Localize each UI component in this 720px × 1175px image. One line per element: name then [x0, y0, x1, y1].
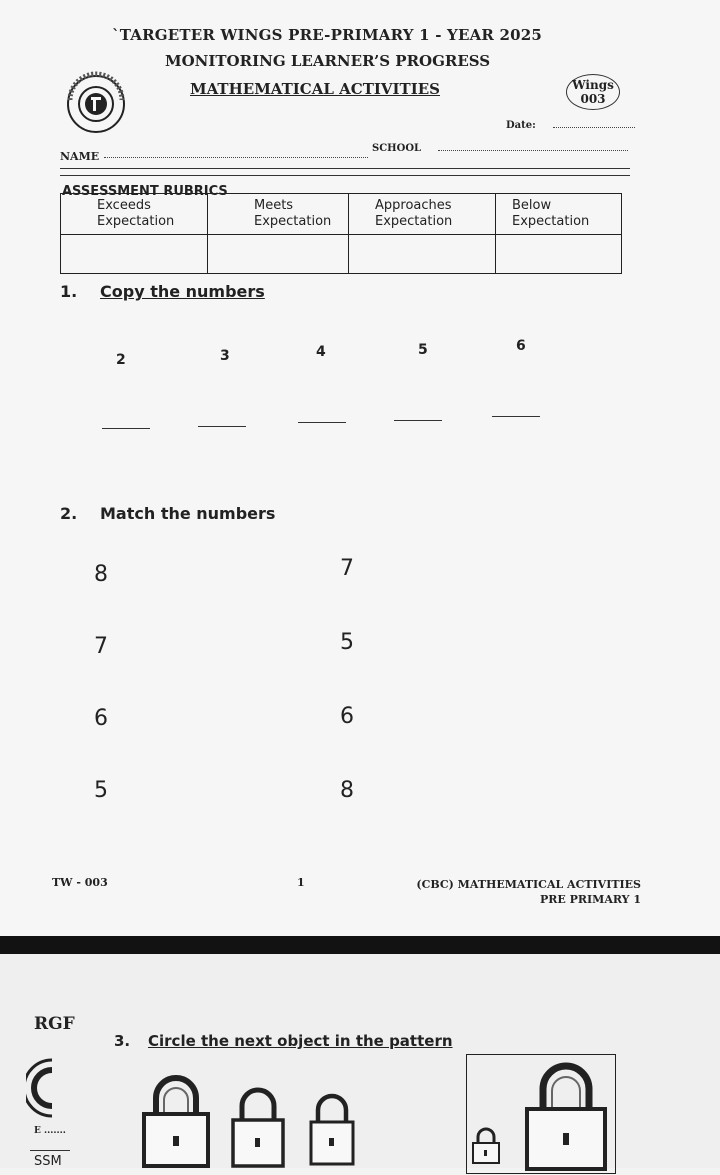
rubric-title: ASSESSMENT RUBRICS: [62, 184, 228, 199]
rubric-cell-meets[interactable]: [208, 235, 349, 274]
badge-line2: 003: [580, 92, 606, 106]
school-label: SCHOOL: [372, 143, 422, 154]
footer-level: PRE PRIMARY 1: [539, 893, 641, 906]
page-divider: [0, 936, 720, 954]
copy-number: 5: [418, 342, 428, 358]
question-2-title: Match the numbers: [100, 504, 276, 523]
answer-choice-box: [466, 1054, 616, 1174]
padlock-icon: [140, 1072, 212, 1168]
code-badge: [566, 74, 620, 110]
rubric-header-approaches: Approaches Expectation: [349, 194, 496, 235]
date-field[interactable]: [553, 127, 635, 128]
question-3-number: 3.: [114, 1032, 131, 1050]
copy-answer-line[interactable]: [102, 428, 150, 429]
school-logo: [60, 70, 138, 134]
padlock-icon: [230, 1084, 286, 1168]
partial-rubric-label: SSM: [34, 1154, 62, 1169]
name-label: NAME: [60, 150, 100, 163]
match-left-number[interactable]: 8: [94, 562, 108, 587]
footer-code: TW - 003: [52, 876, 108, 889]
copy-number: 4: [316, 344, 326, 360]
copy-answer-line[interactable]: [198, 426, 246, 427]
rubric-cell-below[interactable]: [496, 235, 622, 274]
padlock-icon: [308, 1090, 356, 1166]
question-1-number: 1.: [60, 282, 78, 301]
rubric-header-below: Below Expectation: [496, 194, 622, 235]
copy-answer-line[interactable]: [394, 420, 442, 421]
copy-answer-line[interactable]: [298, 422, 346, 423]
question-2-heading: [60, 504, 275, 523]
footer-subject: (CBC) MATHEMATICAL ACTIVITIES: [416, 878, 641, 891]
rubric-header-exceeds: Exceeds Expectation: [61, 194, 208, 235]
copy-number: 3: [220, 348, 230, 364]
match-left-number[interactable]: 7: [94, 634, 108, 659]
badge-line1: Wings: [572, 78, 614, 92]
partial-date-label: E .......: [34, 1126, 66, 1136]
large-padlock-icon[interactable]: [523, 1059, 609, 1171]
partial-title: RGF: [34, 1014, 75, 1034]
copy-number: 2: [116, 352, 126, 368]
question-1-heading: [60, 282, 265, 301]
match-left-number[interactable]: 5: [94, 778, 108, 803]
divider: [60, 175, 630, 176]
question-1-title: Copy the numbers: [100, 282, 265, 301]
subject-title: MATHEMATICAL ACTIVITIES: [190, 80, 440, 98]
rubric-cell-approaches[interactable]: [349, 235, 496, 274]
worksheet-title: `TARGETER WINGS PRE-PRIMARY 1 - YEAR 2025: [112, 26, 543, 44]
match-right-number[interactable]: 7: [340, 556, 354, 581]
school-field[interactable]: [438, 150, 628, 151]
question-3-heading: [114, 1032, 453, 1050]
match-right-number[interactable]: 6: [340, 704, 354, 729]
rubric-cell-exceeds[interactable]: [61, 235, 208, 274]
divider: [30, 1150, 70, 1151]
match-right-number[interactable]: 5: [340, 630, 354, 655]
rubric-header-meets: Meets Expectation: [208, 194, 349, 235]
copy-answer-line[interactable]: [492, 416, 540, 417]
rubric-table: [60, 193, 622, 274]
worksheet-page-2: [0, 954, 720, 1168]
match-left-number[interactable]: 6: [94, 706, 108, 731]
footer-page-number: 1: [297, 876, 305, 889]
name-field[interactable]: [104, 157, 368, 158]
copy-number: 6: [516, 338, 526, 354]
date-label: Date:: [506, 120, 536, 131]
small-padlock-icon[interactable]: [471, 1127, 501, 1165]
question-3-title: Circle the next object in the pattern: [148, 1032, 453, 1050]
question-2-number: 2.: [60, 504, 78, 523]
match-right-number[interactable]: 8: [340, 778, 354, 803]
partial-logo: [26, 1058, 52, 1118]
divider: [60, 168, 630, 169]
worksheet-subtitle: MONITORING LEARNER’S PROGRESS: [165, 52, 491, 70]
